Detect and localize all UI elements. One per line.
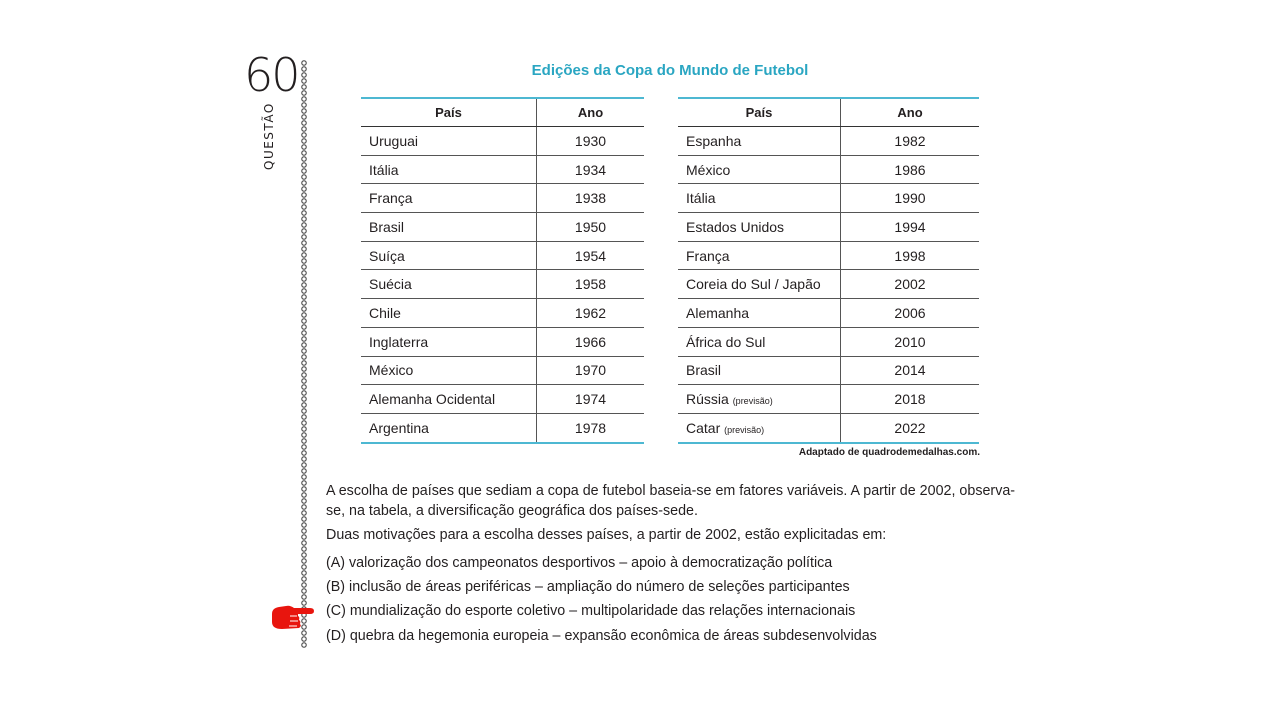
country-name: Itália (369, 161, 399, 178)
year-cell: 2010 (841, 327, 980, 356)
table-row (361, 155, 644, 184)
country-cell (361, 327, 537, 356)
country-cell (361, 413, 537, 442)
table-row (361, 213, 644, 242)
country-name: França (369, 190, 413, 207)
question-prompt: Duas motivações para a escolha desses países, a partir de 2002, estão explicitadas em: (326, 527, 887, 543)
country-name: Inglaterra (369, 333, 429, 350)
year-cell: 1962 (537, 299, 645, 328)
country-name: México (686, 161, 731, 178)
country-cell (361, 241, 537, 270)
option-d[interactable]: (D) quebra da hegemonia europeia – expansão econômica de áreas subdesenvolvidas (326, 628, 877, 644)
year-cell: 1934 (537, 155, 645, 184)
year-cell: 1994 (841, 213, 980, 242)
country-name: França (686, 247, 730, 264)
option-b[interactable]: (B) inclusão de áreas periféricas – ampliação do número de seleções participantes (326, 579, 850, 595)
year-cell: 1974 (537, 385, 645, 414)
spiral-binding (300, 60, 308, 648)
table-row (678, 127, 979, 156)
country-name: África do Sul (686, 333, 766, 350)
table-row (678, 184, 979, 213)
year-cell: 2006 (841, 299, 980, 328)
country-cell (361, 299, 537, 328)
header-year: Ano (537, 98, 645, 127)
editions-table-right (678, 97, 979, 444)
country-cell (678, 299, 841, 328)
country-cell (678, 356, 841, 385)
table-row (361, 385, 644, 414)
table-row (361, 327, 644, 356)
table-row (361, 413, 644, 442)
year-cell: 1930 (537, 127, 645, 156)
country-name: Suíça (369, 247, 405, 264)
source-note: Adaptado de quadrodemedalhas.com. (798, 447, 980, 458)
table-row (678, 413, 979, 442)
country-cell (678, 241, 841, 270)
table-row (361, 270, 644, 299)
table-row (361, 184, 644, 213)
year-cell: 1954 (537, 241, 645, 270)
country-name: México (369, 362, 414, 379)
table-row (678, 155, 979, 184)
country-cell (361, 385, 537, 414)
option-c[interactable]: (C) mundialização do esporte coletivo – multipolaridade das relações internacionais (326, 603, 856, 619)
year-cell: 1978 (537, 413, 645, 442)
country-cell (361, 356, 537, 385)
question-text: A escolha de países que sediam a copa de futebol baseia-se em fatores variáveis. A partir de 2002, observa-se, na tabela, a diversificação geográfica dos países-sede. (326, 483, 1016, 519)
table-row (678, 356, 979, 385)
year-cell: 1998 (841, 241, 980, 270)
country-name: Espanha (686, 132, 742, 149)
country-name: Brasil (369, 218, 405, 235)
country-cell (678, 270, 841, 299)
year-cell: 2022 (841, 413, 980, 442)
country-name: Chile (369, 304, 401, 321)
year-cell: 1986 (841, 155, 980, 184)
country-name: Itália (686, 190, 716, 207)
country-name: Alemanha Ocidental (369, 391, 496, 408)
table-row (361, 241, 644, 270)
country-cell (678, 413, 841, 442)
country-cell (361, 270, 537, 299)
table-row (678, 270, 979, 299)
table-row (678, 385, 979, 414)
year-cell: 1950 (537, 213, 645, 242)
table-row (678, 241, 979, 270)
header-country: País (678, 98, 841, 127)
table-row (361, 299, 644, 328)
country-name: Argentina (369, 419, 429, 436)
year-cell: 2018 (841, 385, 980, 414)
editions-table-left (361, 97, 644, 444)
country-name: Alemanha (686, 304, 750, 321)
country-cell (361, 155, 537, 184)
year-cell: 1982 (841, 127, 980, 156)
year-cell: 2002 (841, 270, 980, 299)
table-title: Edições da Copa do Mundo de Futebol (531, 62, 809, 79)
pointing-hand-icon (270, 602, 316, 632)
year-cell: 1966 (537, 327, 645, 356)
country-name: Estados Unidos (686, 218, 785, 235)
country-name: Uruguai (369, 132, 419, 149)
table-row (678, 327, 979, 356)
year-cell: 2014 (841, 356, 980, 385)
country-cell (678, 327, 841, 356)
option-a[interactable]: (A) valorização dos campeonatos desportivos – apoio à democratização política (326, 555, 833, 571)
country-cell (678, 184, 841, 213)
country-cell (361, 213, 537, 242)
question-label: QUESTÃO (262, 102, 276, 170)
year-cell: 1970 (537, 356, 645, 385)
table-row (678, 213, 979, 242)
year-cell: 1938 (537, 184, 645, 213)
country-name: Coreia do Sul / Japão (686, 276, 821, 293)
year-cell: 1958 (537, 270, 645, 299)
header-country: País (361, 98, 537, 127)
table-row (678, 299, 979, 328)
year-cell: 1990 (841, 184, 980, 213)
country-cell (678, 385, 841, 414)
country-cell (678, 155, 841, 184)
country-cell (361, 184, 537, 213)
country-name: Catar (686, 419, 721, 436)
forecast-note: (previsão) (724, 424, 765, 435)
country-name: Suécia (369, 276, 412, 293)
table-row (361, 356, 644, 385)
table-row (361, 127, 644, 156)
forecast-note: (previsão) (732, 396, 773, 407)
country-cell (361, 127, 537, 156)
header-year: Ano (841, 98, 980, 127)
country-name: Rússia (686, 391, 729, 408)
country-cell (678, 213, 841, 242)
country-cell (678, 127, 841, 156)
country-name: Brasil (686, 362, 722, 379)
question-number: 60 (244, 48, 299, 102)
